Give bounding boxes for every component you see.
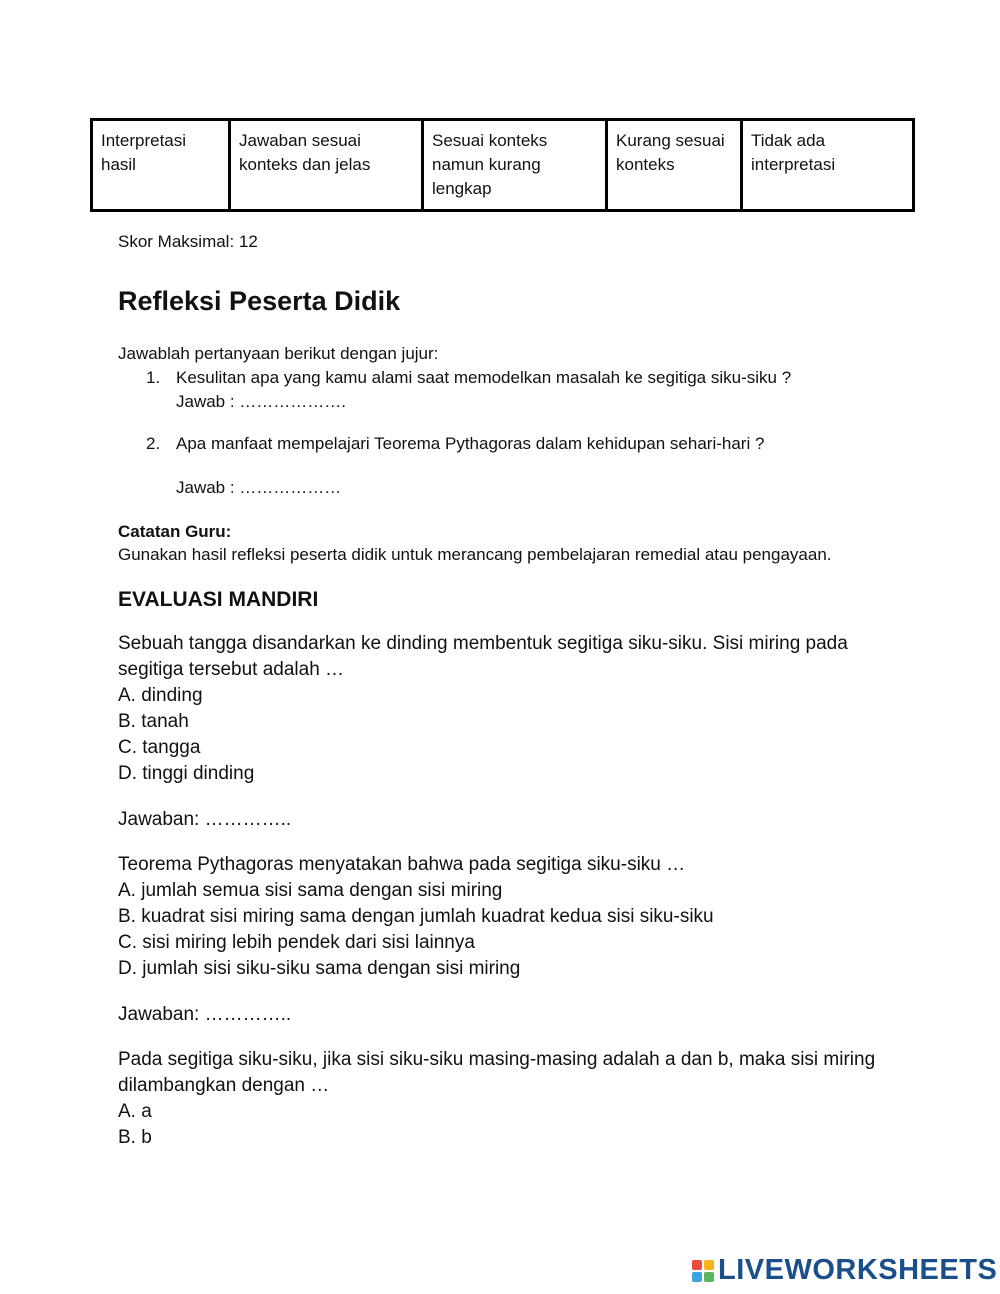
reflection-title: Refleksi Peserta Didik bbox=[118, 286, 401, 316]
option-a: A. a bbox=[118, 1101, 152, 1122]
evaluation-question-2 bbox=[118, 852, 888, 1028]
option-a: A. jumlah semua sisi sama dengan sisi miring bbox=[118, 880, 503, 901]
answer-blank[interactable]: Jawaban: ………….. bbox=[118, 809, 292, 830]
teacher-note-title: Catatan Guru: bbox=[118, 522, 232, 541]
question-text: Sebuah tangga disandarkan ke dinding membentuk segitiga siku-siku. Sisi miring pada segitiga tersebut adalah … bbox=[118, 633, 848, 680]
question-number: 1. bbox=[146, 368, 161, 387]
question-text: Apa manfaat mempelajari Teorema Pythagoras dalam kehidupan sehari-hari ? bbox=[176, 434, 765, 453]
option-b: B. b bbox=[118, 1127, 152, 1148]
option-b: B. kuadrat sisi miring sama dengan jumlah kuadrat kedua sisi siku-siku bbox=[118, 906, 714, 927]
option-d: D. tinggi dinding bbox=[118, 763, 255, 784]
option-c: C. sisi miring lebih pendek dari sisi lainnya bbox=[118, 932, 475, 953]
rubric-table bbox=[90, 118, 915, 212]
logo-tile bbox=[692, 1272, 702, 1282]
answer-blank[interactable]: Jawab : ……………… bbox=[176, 478, 342, 497]
logo-tiles-icon bbox=[692, 1260, 714, 1282]
liveworksheets-logo bbox=[692, 1254, 997, 1287]
option-b: B. tanah bbox=[118, 711, 189, 732]
logo-tile bbox=[704, 1272, 714, 1282]
question-number: 2. bbox=[146, 434, 161, 453]
rubric-cell-level-1: Tidak ada interpretasi bbox=[742, 120, 914, 211]
reflection-intro: Jawablah pertanyaan berikut dengan jujur: bbox=[118, 344, 439, 363]
option-d: D. jumlah sisi siku-siku sama dengan sisi miring bbox=[118, 958, 521, 979]
teacher-note-text: Gunakan hasil refleksi peserta didik untuk merancang pembelajaran remedial atau pengayaan. bbox=[118, 545, 832, 564]
question-text: Teorema Pythagoras menyatakan bahwa pada segitiga siku-siku … bbox=[118, 854, 686, 875]
evaluation-question-1 bbox=[118, 631, 888, 833]
question-text: Kesulitan apa yang kamu alami saat memodelkan masalah ke segitiga siku-siku ? bbox=[176, 368, 792, 387]
max-score: Skor Maksimal: 12 bbox=[118, 232, 258, 251]
rubric-row bbox=[92, 120, 914, 211]
evaluation-question-3 bbox=[118, 1047, 888, 1151]
answer-blank[interactable]: Jawaban: ………….. bbox=[118, 1004, 292, 1025]
rubric-cell-level-4: Jawaban sesuai konteks dan jelas bbox=[230, 120, 423, 211]
option-c: C. tangga bbox=[118, 737, 201, 758]
logo-text: LIVEWORKSHEETS bbox=[718, 1254, 998, 1286]
rubric-cell-level-2: Kurang sesuai konteks bbox=[607, 120, 742, 211]
logo-tile bbox=[704, 1260, 714, 1270]
logo-tile bbox=[692, 1260, 702, 1270]
rubric-cell-level-3: Sesuai konteks namun kurang lengkap bbox=[423, 120, 607, 211]
question-text: Pada segitiga siku-siku, jika sisi siku-siku masing-masing adalah a dan b, maka sisi miring dilambangkan dengan … bbox=[118, 1049, 876, 1096]
option-a: A. dinding bbox=[118, 685, 203, 706]
rubric-cell-aspect: Interpretasi hasil bbox=[92, 120, 230, 211]
evaluation-title: EVALUASI MANDIRI bbox=[118, 588, 319, 611]
answer-blank[interactable]: Jawab : ………………. bbox=[176, 392, 347, 411]
